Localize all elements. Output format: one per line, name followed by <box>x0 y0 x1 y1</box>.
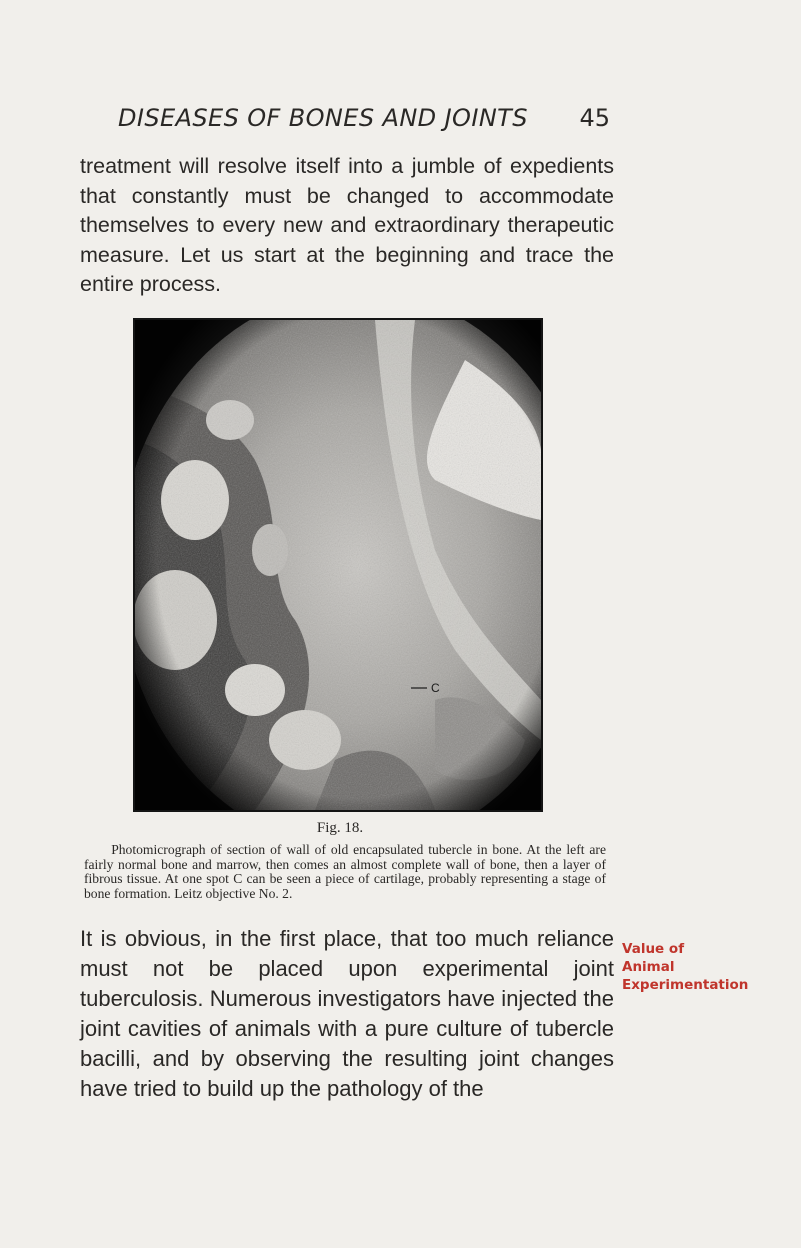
photomicrograph <box>133 318 543 812</box>
margin-note-line-1: Value of <box>622 941 685 957</box>
margin-note-line-2: Animal <box>622 959 675 975</box>
margin-note-line-3: Experimentation <box>622 977 749 993</box>
photomicrograph-image <box>135 320 541 810</box>
page-header <box>118 104 610 140</box>
paragraph-intro: treatment will resolve itself into a jumble of expedients that constantly must be changed to accommodate themselves to every new and extraordinary therapeutic measure. Let us start at the beginning and trace the entire process. <box>80 154 614 296</box>
cartilage-marker-label: C <box>431 681 440 695</box>
running-head: DISEASES OF BONES AND JOINTS <box>118 104 528 132</box>
margin-note <box>622 940 797 994</box>
figure-caption: Photomicrograph of section of wall of old encapsulated tubercle in bone. At the left are fairly normal bone and marrow, then comes an almost complete wall of bone, then a layer of fibrous tissue. At one spot C can be seen a piece of cartilage, probably representing a stage of bone formation. Leitz objective No. 2. <box>84 842 606 901</box>
paragraph-body: It is obvious, in the first place, that too much reliance must not be placed upon experimental joint tuberculosis. Numerous investigators have injected the joint cavities of animals with a pure culture of tubercle bacilli, and by observing the resulting joint changes have tried to build up the pathology of the <box>80 926 614 1101</box>
figure-label: Fig. 18. <box>316 820 364 836</box>
page-number: 45 <box>579 104 610 132</box>
